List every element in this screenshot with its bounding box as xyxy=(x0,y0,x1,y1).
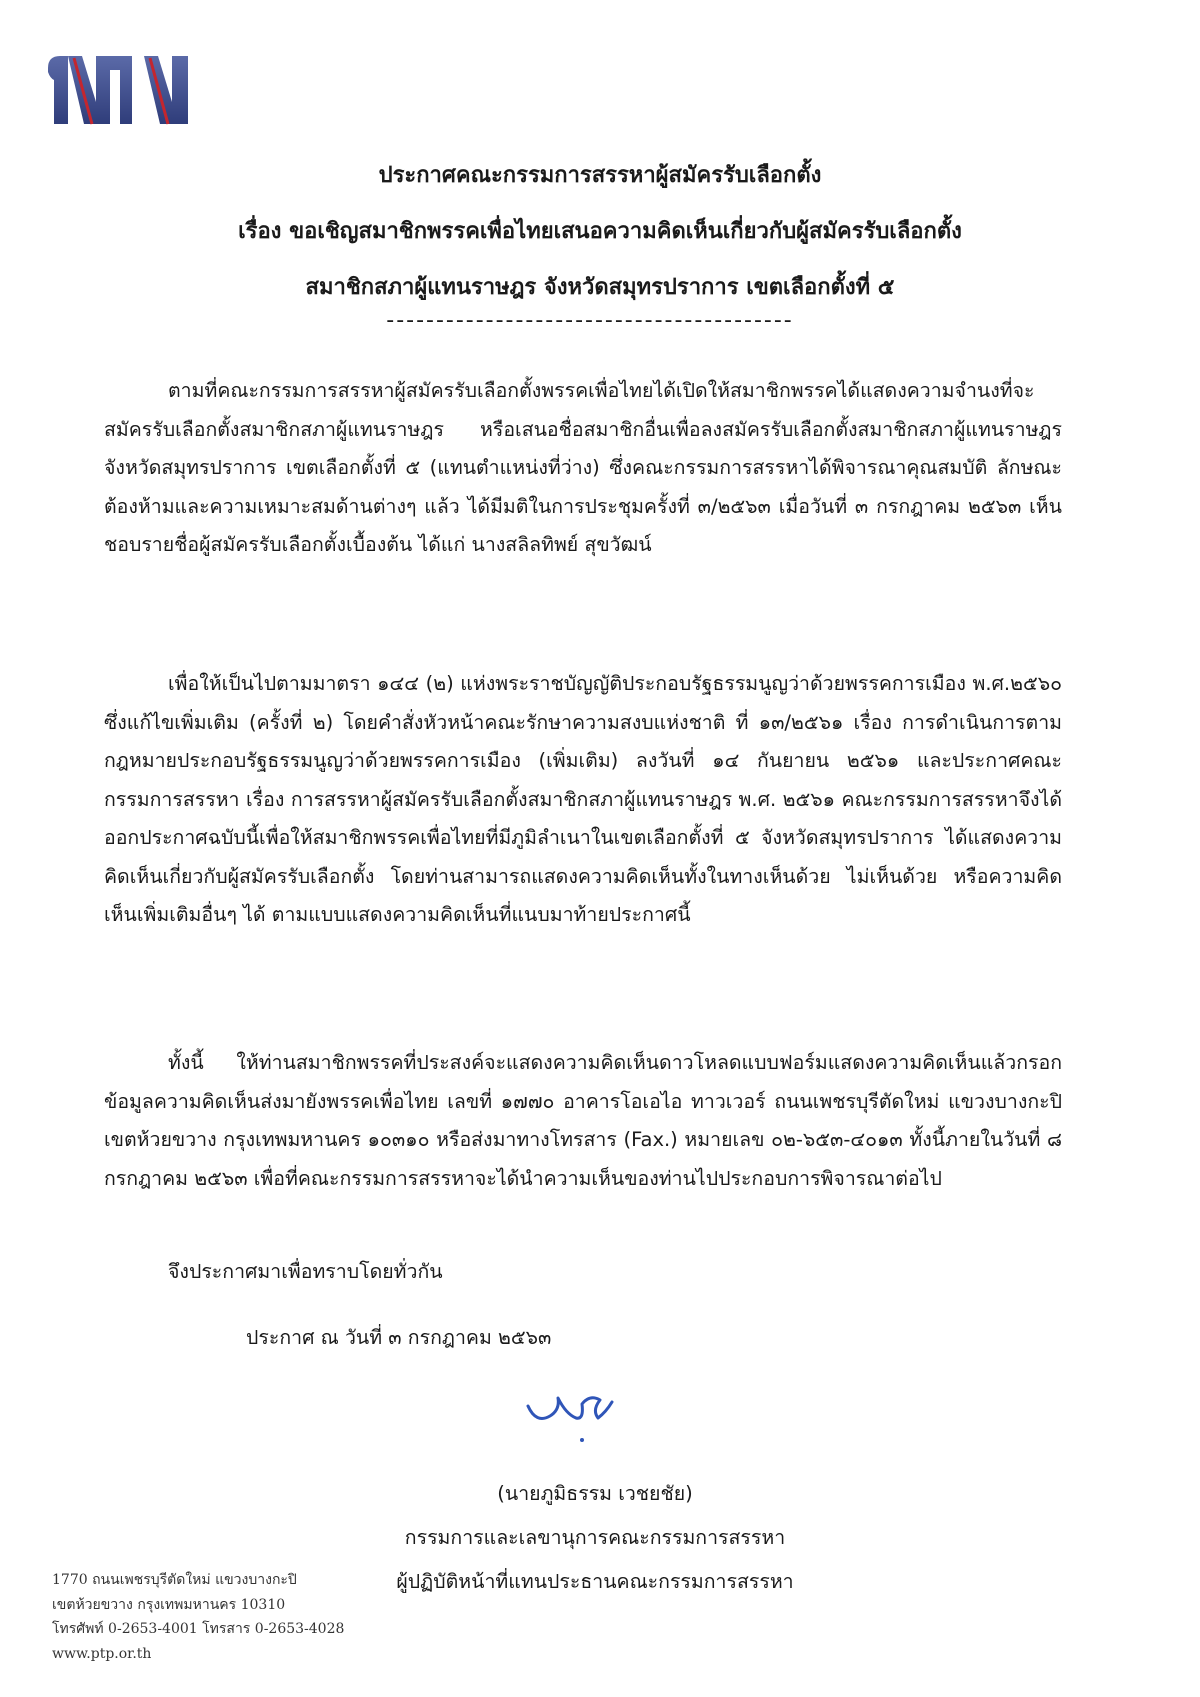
title-line-3: สมาชิกสภาผู้แทนราษฎร จังหวัดสมุทรปราการ เขตเลือกตั้งที่ ๕ xyxy=(305,275,895,300)
announcement-date: ประกาศ ณ วันที่ ๓ กรกฎาคม ๒๕๖๓ xyxy=(246,1326,552,1349)
body-paragraph-2: เพื่อให้เป็นไปตามมาตรา ๑๔๔ (๒) แห่งพระราชบัญญัติประกอบรัฐธรรมนูญว่าด้วยพรรคการเมือง พ.ศ.๒๕๖๐ ซึ่งแก้ไขเพิ่มเติม (ครั้งที่ ๒) โดยคำสั่งหัวหน้าคณะรักษาความสงบแห่งชาติ ที่ ๑๓/๒๕๖๑ เรื่อง การดำเนินการตามกฎหมายประกอบรัฐธรรมนูญว่าด้วยพรรคการเมือง (เพิ่มเติม) ลงวันที่ ๑๔ กันยายน ๒๕๖๑ และประกาศคณะกรรมการสรรหา เรื่อง การสรรหาผู้สมัครรับเลือกตั้งสมาชิกสภาผู้แทนราษฎร พ.ศ. ๒๕๖๑ คณะกรรมการสรรหาจึงได้ออกประกาศฉบับนี้เพื่อให้สมาชิกพรรคเพื่อไทยที่มีภูมิลำเนาในเขตเลือกตั้งที่ ๕ จังหวัดสมุทรปราการ ได้แสดงความคิดเห็นเกี่ยวกับผู้สมัครรับเลือกตั้ง โดยท่านสามารถแสดงความคิดเห็นทั้งในทางเห็นด้วย ไม่เห็นด้วย หรือความคิดเห็นเพิ่มเติมอื่นๆ ได้ ตามแบบแสดงความคิดเห็นที่แนบมาท้ายประกาศนี้ xyxy=(104,672,1062,926)
body-paragraph-1: ตามที่คณะกรรมการสรรหาผู้สมัครรับเลือกตั้งพรรคเพื่อไทยได้เปิดให้สมาชิกพรรคได้แสดงความจำนงที่จะสมัครรับเลือกตั้งสมาชิกสภาผู้แทนราษฎร หรือเสนอชื่อสมาชิกอื่นเพื่อลงสมัครรับเลือกตั้งสมาชิกสภาผู้แทนราษฎร จังหวัดสมุทรปราการ เขตเลือกตั้งที่ ๕ (แทนตำแหน่งที่ว่าง) ซึ่งคณะกรรมการสรรหาได้พิจารณาคุณสมบัติ ลักษณะต้องห้ามและความเหมาะสมด้านต่างๆ แล้ว ได้มีมติในการประชุมครั้งที่ ๓/๒๕๖๓ เมื่อวันที่ ๓ กรกฎาคม ๒๕๖๓ เห็นชอบรายชื่อผู้สมัครรับเลือกตั้งเบื้องต้น ได้แก่ นางสลิลทิพย์ สุขวัฒน์ xyxy=(104,379,1062,556)
signatory-position-1: กรรมการและเลขานุการคณะกรรมการสรรหา xyxy=(404,1526,786,1549)
title-line-1: ประกาศคณะกรรมการสรรหาผู้สมัครรับเลือกตั้ง xyxy=(378,163,822,188)
footer-phone: โทรศัพท์ 0-2653-4001 โทรสาร 0-2653-4028 xyxy=(52,1621,345,1637)
party-logo-icon xyxy=(44,50,204,130)
announcement-title xyxy=(0,148,1200,316)
footer-website[interactable]: www.ptp.or.th xyxy=(52,1645,152,1662)
footer-address-line-1: 1770 ถนนเพชรบุรีตัดใหม่ แขวงบางกะปิ xyxy=(52,1572,297,1588)
closing-statement: จึงประกาศมาเพื่อทราบโดยทั่วกัน xyxy=(168,1260,443,1283)
signatory-block xyxy=(330,1472,860,1604)
signatory-position-2: ผู้ปฏิบัติหน้าที่แทนประธานคณะกรรมการสรรหา xyxy=(396,1570,794,1593)
footer-contact xyxy=(52,1568,344,1666)
footer-address-line-2: เขตห้วยขวาง กรุงเทพมหานคร 10310 xyxy=(52,1596,286,1613)
title-separator: ----------------------------------------- xyxy=(386,308,794,333)
title-line-2: เรื่อง ขอเชิญสมาชิกพรรคเพื่อไทยเสนอความคิดเห็นเกี่ยวกับผู้สมัครรับเลือกตั้ง xyxy=(238,219,962,244)
signatory-name: (นายภูมิธรรม เวชยชัย) xyxy=(497,1482,693,1505)
body-paragraph-3: ทั้งนี้ ให้ท่านสมาชิกพรรคที่ประสงค์จะแสดงความคิดเห็นดาวโหลดแบบฟอร์มแสดงความคิดเห็นแล้วกรอกข้อมูลความคิดเห็นส่งมายังพรรคเพื่อไทย เลขที่ ๑๗๗๐ อาคารโอเอไอ ทาวเวอร์ ถนนเพชรบุรีตัดใหม่ แขวงบางกะปิ เขตห้วยขวาง กรุงเทพมหานคร ๑๐๓๑๐ หรือส่งมาทางโทรสาร (Fax.) หมายเลข ๐๒-๖๕๓-๔๐๑๓ ทั้งนี้ภายในวันที่ ๘ กรกฎาคม ๒๕๖๓ เพื่อที่คณะกรรมการสรรหาจะได้นำความเห็นของท่านไปประกอบการพิจารณาต่อไป xyxy=(104,1051,1062,1190)
signature-icon xyxy=(520,1384,640,1448)
